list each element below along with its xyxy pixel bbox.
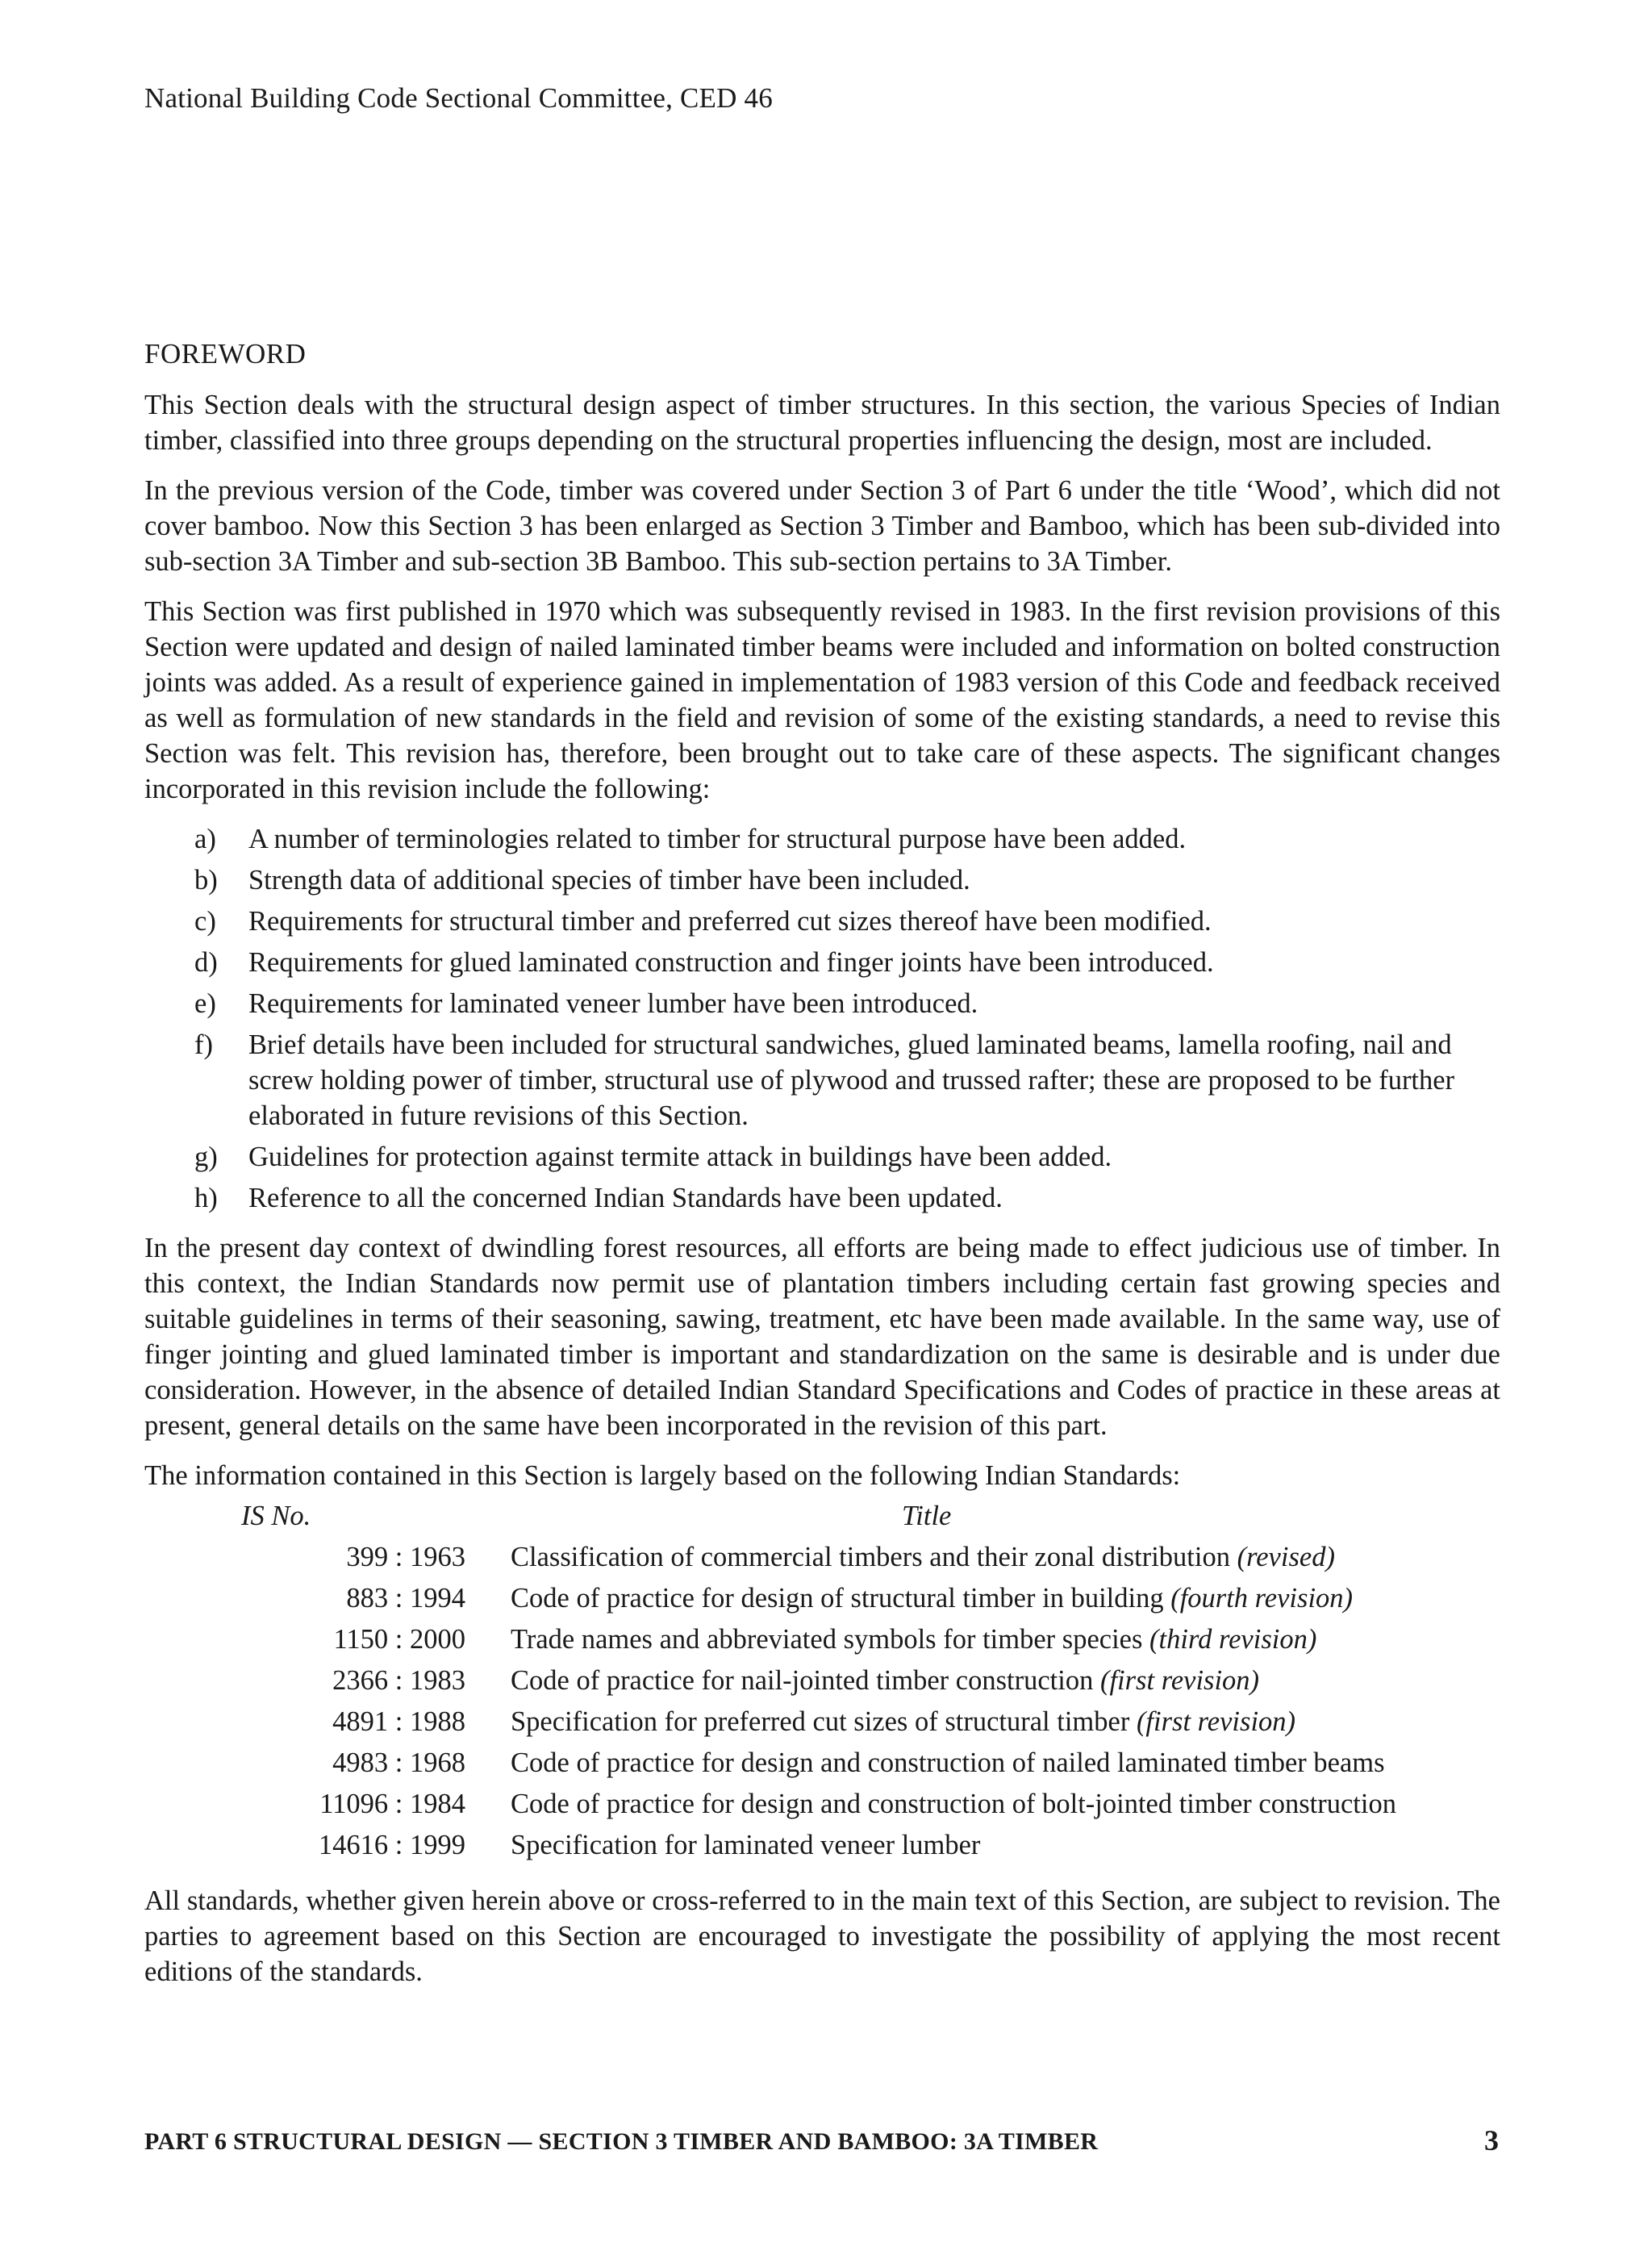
revision-note: (first revision) [1136, 1706, 1296, 1737]
footer-section-title: PART 6 STRUCTURAL DESIGN — SECTION 3 TIMBER AND BAMBOO: 3A TIMBER [144, 2128, 1099, 2155]
title-text: Specification for laminated veneer lumber [511, 1830, 981, 1860]
revision-note: (first revision) [1099, 1665, 1260, 1696]
title-cell [511, 1663, 1396, 1704]
changes-list [144, 821, 1500, 1216]
title-cell [511, 1622, 1396, 1663]
list-item [144, 862, 1500, 898]
standards-table [144, 1498, 1396, 1868]
list-marker: g) [194, 1142, 218, 1172]
title-cell [511, 1745, 1396, 1786]
page-number: 3 [1484, 2124, 1499, 2156]
revision-note: (fourth revision) [1170, 1583, 1354, 1614]
committee-header: National Building Code Sectional Committee, CED 46 [144, 82, 773, 114]
list-text: Brief details have been included for structural sandwiches, glued laminated beams, lamella roofing, nail and screw holding power of timber, structural use of plywood and trussed rafter; these are proposed to be further elaborated in future revisions of this Section. [248, 1029, 1455, 1131]
list-text: Guidelines for protection against termite attack in buildings have been added. [248, 1142, 1112, 1172]
paragraph-standards-intro: The information contained in this Section is largely based on the following Indian Standards: [144, 1460, 1181, 1491]
list-marker: e) [194, 988, 216, 1019]
list-text: Requirements for laminated veneer lumber have been introduced. [248, 988, 978, 1019]
isno-cell: 4891 : 1988 [332, 1706, 465, 1737]
table-row [144, 1622, 1396, 1663]
list-marker: c) [194, 906, 216, 937]
isno-cell: 4983 : 1968 [332, 1747, 465, 1778]
paragraph-revision-history: This Section was first published in 1970 which was subsequently revised in 1983. In the first revision provisions of this Section were updated and design of nailed laminated timber beams were included and information on bolted construction joints was added. As a result of experience gained in implementation of 1983 version of this Code and feedback received as well as formulation of new standards in the field and revision of some of the existing standards, a need to revise this Section was felt. This revision has, therefore, been brought out to take care of these aspects. The significant changes incorporated in this revision include the following: [144, 596, 1500, 804]
table-row [144, 1827, 1396, 1868]
title-text: Classification of commercial timbers and their zonal distribution [511, 1542, 1230, 1572]
title-cell [511, 1539, 1396, 1580]
table-row [144, 1539, 1396, 1580]
isno-cell: 883 : 1994 [346, 1583, 465, 1614]
isno-cell: 2366 : 1983 [332, 1665, 465, 1696]
title-text: Code of practice for design and construction of nailed laminated timber beams [511, 1747, 1385, 1778]
title-text: Code of practice for design of structural timber in building [511, 1583, 1164, 1614]
isno-cell: 399 : 1963 [346, 1542, 465, 1572]
paragraph-scope: This Section deals with the structural design aspect of timber structures. In this section, the various Species of Indian timber, classified into three groups depending on the structural properties influencing the design, most are included. [144, 390, 1500, 456]
title-cell [511, 1827, 1396, 1868]
paragraph-closing: All standards, whether given herein above or cross-referred to in the main text of this Section, are subject to revision. The parties to agreement based on this Section are encouraged to investigate the possibility of applying the most recent editions of the standards. [144, 1885, 1500, 1987]
table-row [144, 1663, 1396, 1704]
list-item [144, 1027, 1500, 1134]
revision-note: (revised) [1237, 1542, 1335, 1572]
list-text: Requirements for structural timber and preferred cut sizes thereof have been modified. [248, 906, 1212, 937]
foreword-heading: FOREWORD [144, 338, 307, 369]
table-header-row [144, 1498, 1396, 1539]
paragraph-context: In the present day context of dwindling forest resources, all efforts are being made to effect judicious use of timber. In this context, the Indian Standards now permit use of plantation timbers including certain fast growing species and suitable guidelines in terms of their seasoning, sawing, treatment, etc have been made available. In the same way, use of finger jointing and glued laminated timber is important and standardization on the same is desirable and is under due consideration. However, in the absence of detailed Indian Standard Specifications and Codes of practice in these areas at present, general details on the same have been incorporated in the revision of this part. [144, 1233, 1500, 1441]
column-header-title: Title [902, 1501, 952, 1531]
isno-cell: 14616 : 1999 [318, 1830, 465, 1860]
list-text: A number of terminologies related to timber for structural purpose have been added. [248, 824, 1187, 854]
title-cell [511, 1580, 1396, 1622]
list-item [144, 821, 1500, 857]
list-marker: h) [194, 1183, 218, 1213]
revision-note: (third revision) [1149, 1624, 1317, 1655]
title-text: Trade names and abbreviated symbols for timber species [511, 1624, 1143, 1655]
list-marker: f) [194, 1029, 213, 1060]
title-cell [511, 1704, 1396, 1745]
list-item [144, 1180, 1500, 1216]
table-row [144, 1786, 1396, 1827]
table-row [144, 1745, 1396, 1786]
list-marker: b) [194, 865, 218, 896]
title-text: Code of practice for nail-jointed timber construction [511, 1665, 1094, 1696]
list-marker: d) [194, 947, 218, 978]
title-text: Specification for preferred cut sizes of structural timber [511, 1706, 1130, 1737]
paragraph-previous-version: In the previous version of the Code, timber was covered under Section 3 of Part 6 under the title ‘Wood’, which did not cover bamboo. Now this Section 3 has been enlarged as Section 3 Timber and Bamboo, which has been sub-divided into sub-section 3A Timber and sub-section 3B Bamboo. This sub-section pertains to 3A Timber. [144, 475, 1500, 577]
table-row [144, 1704, 1396, 1745]
isno-cell: 1150 : 2000 [333, 1624, 465, 1655]
list-text: Strength data of additional species of timber have been included. [248, 865, 970, 896]
isno-cell: 11096 : 1984 [319, 1789, 465, 1819]
list-text: Requirements for glued laminated construction and finger joints have been introduced. [248, 947, 1214, 978]
title-text: Code of practice for design and construction of bolt-jointed timber construction [511, 1789, 1396, 1819]
title-cell [511, 1786, 1396, 1827]
list-item [144, 986, 1500, 1021]
list-item [144, 1139, 1500, 1175]
column-header-isno: IS No. [241, 1501, 311, 1531]
foreword-body [144, 387, 1500, 2004]
list-item [144, 904, 1500, 939]
list-text: Reference to all the concerned Indian Standards have been updated. [248, 1183, 1003, 1213]
list-marker: a) [194, 824, 216, 854]
list-item [144, 945, 1500, 980]
table-row [144, 1580, 1396, 1622]
